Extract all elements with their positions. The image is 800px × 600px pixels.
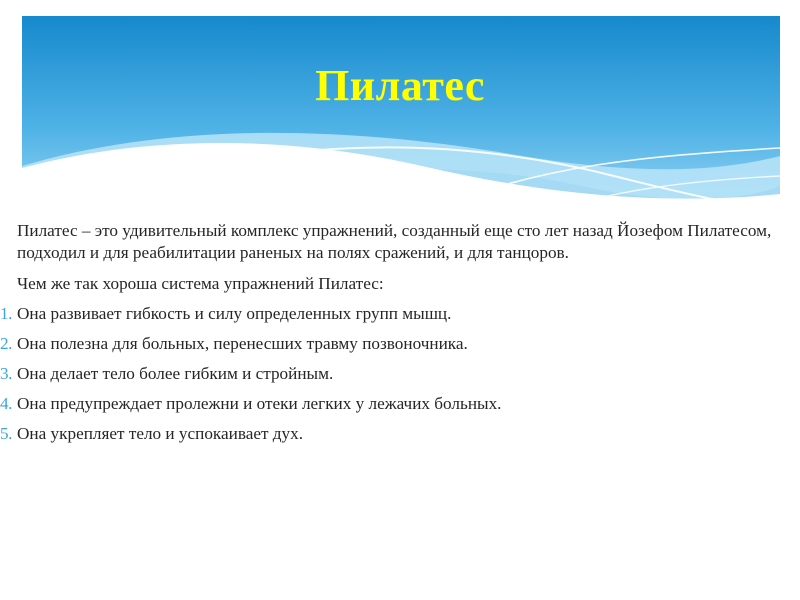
banner-wave-graphic <box>22 16 780 221</box>
slide-title: Пилатес <box>315 61 485 110</box>
list-number: 3. <box>0 364 12 384</box>
list-item <box>0 423 790 445</box>
slide-body <box>0 220 790 453</box>
list-number: 2. <box>0 334 12 354</box>
list-item <box>0 333 790 355</box>
intro-paragraph: Пилатес – это удивительный комплекс упражнений, созданный еще сто лет назад Йозефом Пилатесом, подходил и для реабилитации раненых на полях сражений, и для танцоров. <box>17 221 772 263</box>
list-number: 1. <box>0 304 12 324</box>
list-item-text: Она полезна для больных, перенесших травму позвоночника. <box>17 334 468 354</box>
list-item <box>0 393 790 415</box>
list-number: 4. <box>0 394 12 414</box>
benefits-list <box>0 303 790 445</box>
list-item <box>0 303 790 325</box>
list-number: 5. <box>0 424 12 444</box>
list-item-text: Она предупреждает пролежни и отеки легких у лежачих больных. <box>17 394 502 414</box>
list-item-text: Она делает тело более гибким и стройным. <box>17 364 334 384</box>
header-banner <box>22 16 780 221</box>
list-item-text: Она развивает гибкость и силу определенных групп мышц. <box>17 304 452 324</box>
question-paragraph: Чем же так хороша система упражнений Пилатес: <box>17 273 384 293</box>
list-item <box>0 363 790 385</box>
list-item-text: Она укрепляет тело и успокаивает дух. <box>17 424 304 444</box>
